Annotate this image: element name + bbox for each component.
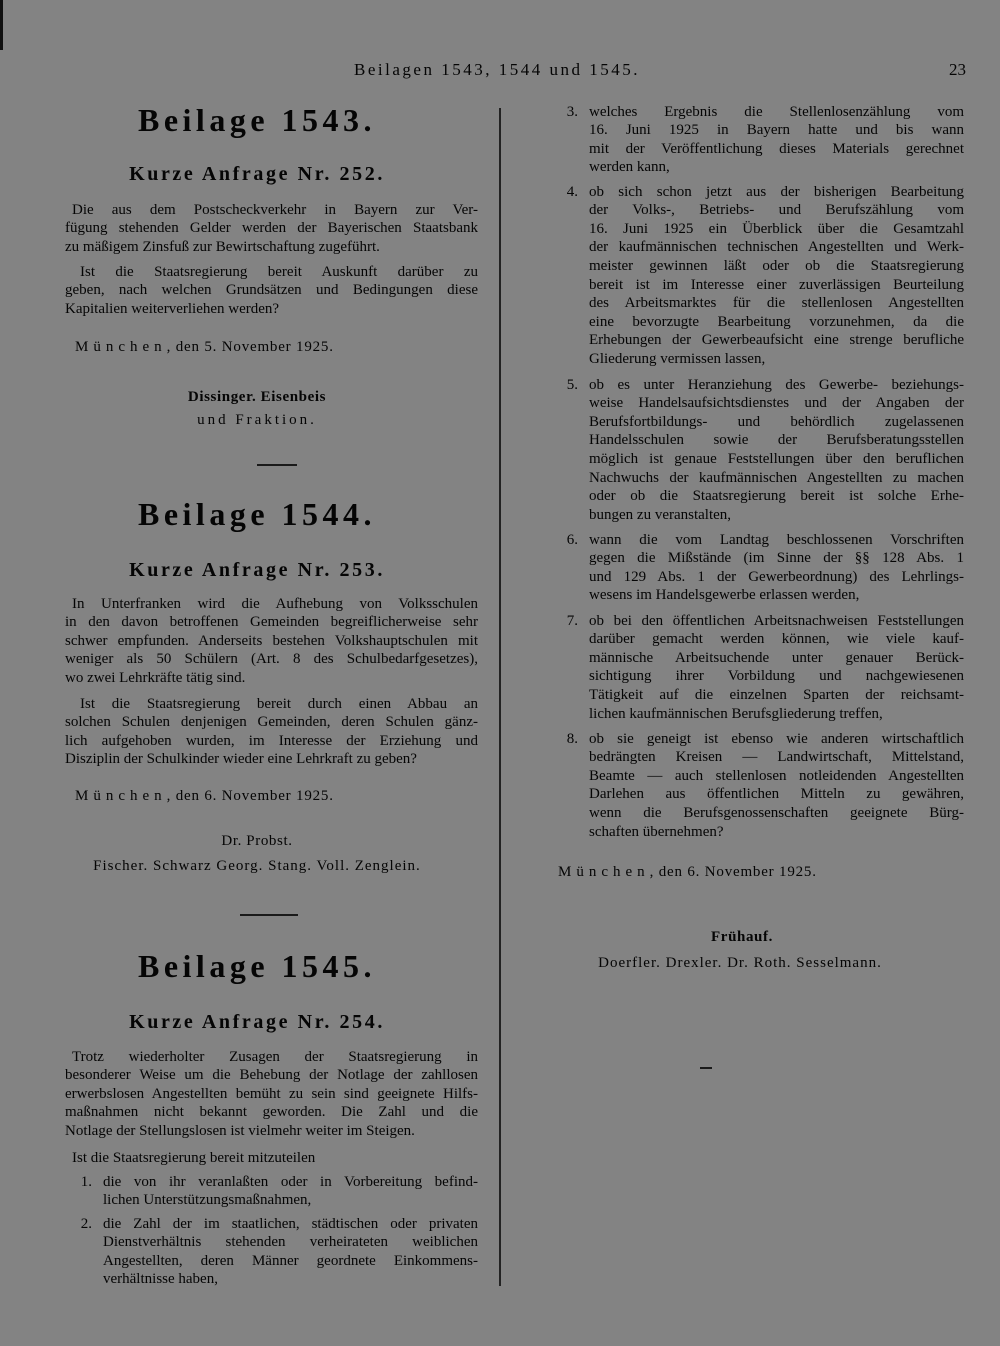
list-item-text <box>589 376 964 525</box>
text-line: ob es unter Heranziehung des Gewerbe- beziehungs- <box>589 376 964 393</box>
text-line: männische Arbeitsuchende unter genauer Berück- <box>589 649 964 666</box>
text-line: der Volks-, Betriebs- und Berufszählung vom <box>589 202 964 219</box>
list-item-text <box>589 103 964 177</box>
date-place: München <box>75 338 167 355</box>
date-line-1543 <box>75 338 334 357</box>
date-text: , den 5. November 1925. <box>166 338 334 355</box>
text-line: maßnahmen nicht bekannt geworden. Die Zahl und die <box>65 1104 478 1121</box>
text-line: Trotz wiederholter Zusagen der Staatsregierung in <box>72 1048 478 1065</box>
text-line: geben, nach welchen Grundsätzen und Bedingungen diese <box>65 282 478 299</box>
text-line: darüber gemacht werden können, wie viele kauf- <box>589 631 964 648</box>
text-line: Disziplin der Schulkinder wieder eine Lehrkraft zu geben? <box>65 751 417 768</box>
list-item-number: 5. <box>566 376 578 393</box>
list-item-number: 6. <box>566 531 578 548</box>
date-place: München <box>75 787 167 804</box>
list-item-number: 3. <box>566 103 578 120</box>
text-line: lichen kaufmännischen Berufsgliederung treffen, <box>589 705 883 722</box>
text-line: Dienstverhältnis stehenden verheirateten weiblichen <box>103 1234 478 1251</box>
text-line: und 129 Abs. 1 der Gewerbeordnung) des Lehrlings- <box>589 568 964 585</box>
paragraph-1545-1 <box>65 1048 478 1141</box>
text-line: eine bevorzugte Bearbeitung vorzunehmen, da die <box>589 313 964 330</box>
section-title-1545: Beilage 1545. <box>137 948 377 984</box>
text-line: bungen zu veranstalten, <box>589 506 732 523</box>
text-line: oder ob die Staatsregierung bereit ist solche Erhe- <box>589 488 964 505</box>
paragraph-1543-1 <box>65 201 478 257</box>
section-separator <box>240 914 298 916</box>
text-line: weniger als 50 Schülern (Art. 8 des Schulbedarfgesetzes), <box>65 651 478 668</box>
text-line: die von ihr veranlaßten oder in Vorbereitung befind- <box>103 1173 478 1190</box>
end-dash <box>700 1067 712 1069</box>
paragraph-1544-2 <box>65 695 478 769</box>
text-line: Tätigkeit auf die einzelnen Sparten der reichsamt- <box>589 687 964 704</box>
text-line: bereit ist im Interesse einer zuverlässigen Beurteilung <box>589 276 964 293</box>
text-line: Gliederung vermissen lassen, <box>589 351 766 368</box>
paragraph-1544-1 <box>65 595 478 688</box>
signature-line-1: Dr. Probst. <box>221 832 293 849</box>
text-line: Angestellten, deren Männer geordnete Einkommens- <box>103 1252 478 1269</box>
section-separator <box>257 464 297 466</box>
text-line: bedrängten Kreisen — Landwirtschaft, Mittelstand, <box>589 749 964 766</box>
text-line: ob sie geneigt ist ebenso wie anderen wirtschaftlich <box>589 730 964 747</box>
text-line: möglich ist genaue Feststellungen über den beruflichen <box>589 451 964 468</box>
section-subtitle-1545: Kurze Anfrage Nr. 254. <box>129 1011 385 1033</box>
list-item-text <box>589 730 964 842</box>
text-line: lichen Unterstützungsmaßnahmen, <box>103 1192 312 1209</box>
text-line: besonderer Weise um die Behebung der Notlage der zahllosen <box>65 1067 478 1084</box>
list-item-number: 8. <box>566 730 578 747</box>
text-line: Kapitalien weiterverliehen werden? <box>65 300 280 317</box>
page-number: 23 <box>949 60 966 79</box>
date-text: , den 6. November 1925. <box>166 787 334 804</box>
text-line: des Arbeitsmarktes für die stellenlosen Angestellten <box>589 295 964 312</box>
text-line: verhältnisse haben, <box>103 1271 218 1288</box>
text-line: die Zahl der im staatlichen, städtischen oder privaten <box>103 1215 478 1232</box>
section-title-1544: Beilage 1544. <box>137 496 377 532</box>
signature-line-2: Doerfler. Drexler. Dr. Roth. Sesselmann. <box>598 954 882 971</box>
section-title-1543: Beilage 1543. <box>137 102 377 138</box>
text-line: Erhebungen der Gewerbeaufsicht eine strenge berufliche <box>589 332 964 349</box>
text-line: Berufsfortbildungs- und behördlich zugelassenen <box>589 413 964 430</box>
list-item-number: 1. <box>80 1173 92 1190</box>
text-line: sichtigung ihrer Vorbildung und nachgewiesenen <box>589 668 964 685</box>
text-line: ob bei den öffentlichen Arbeitsnachweisen Feststellungen <box>589 612 964 629</box>
text-line: erwerbslosen Angestellten bemüht zu sein sind geeignete Hilfs- <box>65 1085 478 1102</box>
text-line: In Unterfranken wird die Aufhebung von Volksschulen <box>72 595 478 612</box>
signature-line-1: Dissinger. Eisenbeis <box>187 388 327 405</box>
signature-line-1: Frühauf. <box>711 928 773 945</box>
list-item-number: 7. <box>566 612 578 629</box>
text-line: Ist die Staatsregierung bereit Auskunft darüber zu <box>80 263 478 280</box>
date-line-1545 <box>558 863 817 882</box>
text-line: 16. Juni 1925 in Bayern hatte und bis wann <box>589 122 964 139</box>
text-line: fügung stehenden Gelder werden der Bayerischen Staatsbank <box>65 220 478 237</box>
list-item-text <box>589 183 964 369</box>
text-line: Nachwuchs der kaufmännischen Angestellten zu machen <box>589 469 964 486</box>
text-line: Ist die Staatsregierung bereit mitzuteilen <box>72 1149 316 1166</box>
list-item-text <box>589 612 964 724</box>
text-line: in den davon betroffenen Gemeinden begreiflicherweise sehr <box>65 614 478 631</box>
text-line: Notlage der Stellungslosen ist vielmehr weiter im Steigen. <box>65 1123 415 1140</box>
text-line: ob sich schon jetzt aus der bisherigen Bearbeitung <box>589 183 964 200</box>
text-line: Beamte — auch stellenlosen notleidenden Angestellten <box>589 767 964 784</box>
paragraph-1543-2 <box>65 263 478 319</box>
text-line: Darlehen aus öffentlichen Mitteln zu gewähren, <box>589 786 964 803</box>
list-item-text <box>589 531 964 605</box>
text-line: der kaufmännischen technischen Angestellten und Werk- <box>589 239 964 256</box>
date-text: , den 6. November 1925. <box>649 863 817 880</box>
text-line: schaften übernehmen? <box>589 823 724 840</box>
signature-line-2: Fischer. Schwarz Georg. Stang. Voll. Zenglein. <box>93 857 421 874</box>
running-title: Beilagen 1543, 1544 und 1545. <box>354 60 640 79</box>
list-item-text <box>103 1215 478 1289</box>
paragraph-1545-2 <box>65 1149 478 1168</box>
text-line: wo zwei Lehrkräfte tätig sind. <box>65 670 246 687</box>
text-line: wenn die Berufsgenossenschaften geeignete Bürg- <box>589 805 964 822</box>
text-line: 16. Juni 1925 ein Überblick über die Gesamtzahl <box>589 220 964 237</box>
text-line: welches Ergebnis die Stellenlosenzählung vom <box>589 103 964 120</box>
text-line: Ist die Staatsregierung bereit durch einen Abbau an <box>80 695 478 712</box>
date-place: München <box>558 863 650 880</box>
text-line: Handelsschulen sowie der Berufsberatungsstellen <box>589 432 964 449</box>
text-line: Die aus dem Postscheckverkehr in Bayern zur Ver- <box>72 201 478 218</box>
text-line: gegen die Mißstände (im Sinne der §§ 128 Abs. 1 <box>589 550 964 567</box>
list-item-number: 2. <box>80 1215 92 1232</box>
scan-edge-mark <box>0 0 3 50</box>
text-line: weise Handelsaufsichtsdienstes und der Angaben der <box>589 395 964 412</box>
list-item-number: 4. <box>566 183 578 200</box>
text-line: zu mäßigem Zinsfuß zur Bewirtschaftung zugeführt. <box>65 238 380 255</box>
date-line-1544 <box>75 787 334 806</box>
signature-line-2: und Fraktion. <box>197 411 317 428</box>
text-line: mit der Veröffentlichung dieses Materials gerechnet <box>589 140 964 157</box>
column-divider <box>499 108 501 1286</box>
text-line: schwer empfunden. Anderseits bestehen Volkshauptschulen mit <box>65 632 478 649</box>
text-line: solchen Schulen denjenigen Gemeinden, deren Schulen gänz- <box>65 714 478 731</box>
text-line: werden kann, <box>589 159 670 176</box>
text-line: meister gewinnen läßt oder ob die Staatsregierung <box>589 258 964 275</box>
section-subtitle-1543: Kurze Anfrage Nr. 252. <box>129 163 385 185</box>
text-line: wann die vom Landtag beschlossenen Vorschriften <box>589 531 964 548</box>
text-line: wesens im Handelsgewerbe erlassen werden, <box>589 587 860 604</box>
text-line: lich aufgehoben wurden, im Interesse der Erziehung und <box>65 732 478 749</box>
list-item-text <box>103 1173 478 1210</box>
section-subtitle-1544: Kurze Anfrage Nr. 253. <box>129 559 385 581</box>
